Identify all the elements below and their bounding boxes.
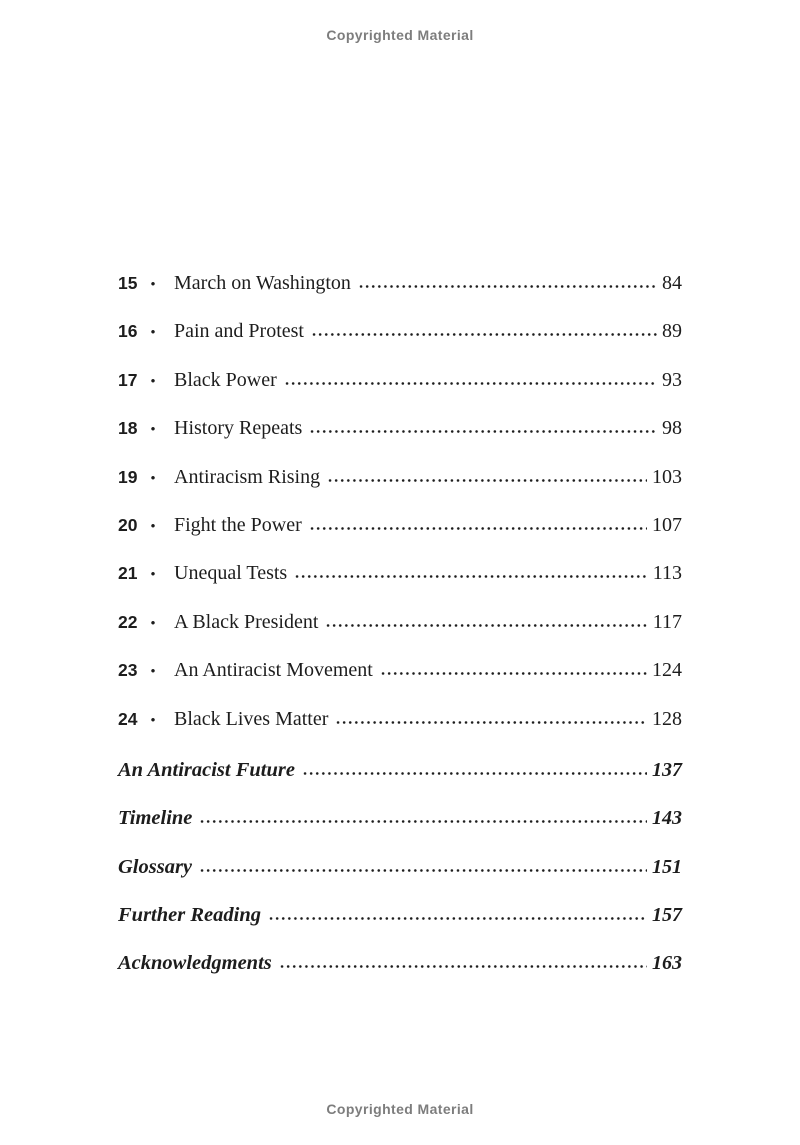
dot-leader	[311, 332, 657, 337]
toc-chapter-entry	[118, 598, 682, 646]
chapter-number: 20	[118, 514, 138, 535]
chapter-title: An Antiracist Movement	[174, 659, 373, 682]
page-number: 143	[652, 807, 682, 830]
dot-leader	[335, 720, 647, 725]
chapter-number: 16	[118, 321, 138, 342]
chapter-number: 19	[118, 466, 138, 487]
chapter-list	[118, 259, 682, 743]
toc-backmatter-entry	[118, 843, 682, 891]
section-title: Acknowledgments	[118, 952, 272, 975]
toc-chapter-entry	[118, 695, 682, 743]
chapter-title: Unequal Tests	[174, 562, 288, 585]
chapter-title: Black Power	[174, 368, 277, 391]
copyright-notice-top: Copyrighted Material	[326, 27, 474, 43]
chapter-number: 17	[118, 369, 138, 390]
toc-chapter-entry	[118, 453, 682, 501]
bullet-separator: •	[150, 277, 156, 293]
dot-leader	[268, 916, 647, 921]
chapter-title: A Black President	[174, 610, 319, 633]
dot-leader	[294, 574, 648, 579]
page-number: 163	[652, 952, 682, 975]
chapter-number: 21	[118, 563, 138, 584]
chapter-title: Antiracism Rising	[174, 465, 321, 488]
backmatter-list	[118, 746, 682, 988]
page-number: 151	[652, 855, 682, 878]
page-number: 89	[662, 320, 682, 343]
section-title: An Antiracist Future	[118, 758, 295, 781]
bullet-separator: •	[150, 325, 156, 342]
chapter-title: Fight the Power	[174, 513, 302, 536]
bullet-separator: •	[150, 712, 156, 729]
page-number: 113	[652, 562, 682, 585]
dot-leader	[309, 429, 657, 434]
chapter-number: 18	[118, 418, 138, 439]
bullet-separator: •	[150, 664, 156, 681]
toc-backmatter-entry	[118, 891, 682, 939]
dot-leader	[327, 478, 647, 483]
toc-chapter-entry	[118, 307, 682, 355]
toc-backmatter-entry	[118, 746, 682, 794]
dot-leader	[309, 526, 647, 531]
bullet-separator: •	[150, 615, 156, 632]
toc-chapter-entry	[118, 259, 682, 307]
section-title: Further Reading	[118, 904, 261, 927]
page-number: 124	[652, 659, 682, 682]
dot-leader	[325, 623, 647, 628]
dot-leader	[380, 671, 647, 676]
chapter-title: History Repeats	[174, 417, 303, 440]
toc-chapter-entry	[118, 404, 682, 452]
chapter-number: 15	[118, 273, 138, 293]
dot-leader	[302, 771, 647, 776]
table-of-contents	[118, 259, 682, 988]
dot-leader	[199, 819, 647, 824]
toc-chapter-entry	[118, 646, 682, 694]
bullet-separator: •	[150, 567, 156, 584]
page-number: 137	[652, 758, 682, 781]
toc-backmatter-entry	[118, 794, 682, 842]
bullet-separator: •	[150, 518, 156, 535]
page-number: 157	[652, 904, 682, 927]
bullet-separator: •	[150, 422, 156, 439]
dot-leader	[279, 964, 647, 969]
bullet-separator: •	[150, 373, 156, 390]
chapter-number: 24	[118, 708, 138, 729]
dot-leader	[199, 868, 647, 873]
page-number: 103	[652, 465, 682, 488]
chapter-title: March on Washington	[174, 272, 351, 294]
toc-chapter-entry	[118, 356, 682, 404]
chapter-title: Black Lives Matter	[174, 707, 329, 730]
page-number: 107	[652, 513, 682, 536]
copyright-notice-bottom: Copyrighted Material	[326, 1101, 474, 1117]
section-title: Timeline	[118, 807, 193, 830]
page-number: 98	[662, 417, 682, 440]
page-number: 93	[662, 368, 682, 391]
dot-leader	[358, 284, 657, 289]
section-title: Glossary	[118, 855, 193, 878]
chapter-title: Pain and Protest	[174, 320, 304, 343]
bullet-separator: •	[150, 470, 156, 487]
dot-leader	[284, 381, 657, 386]
toc-backmatter-entry	[118, 939, 682, 987]
chapter-number: 22	[118, 611, 138, 632]
page-number: 84	[662, 272, 682, 294]
toc-chapter-entry	[118, 549, 682, 597]
page-number: 117	[652, 610, 682, 633]
chapter-number: 23	[118, 660, 138, 681]
toc-chapter-entry	[118, 501, 682, 549]
page-number: 128	[652, 707, 682, 730]
